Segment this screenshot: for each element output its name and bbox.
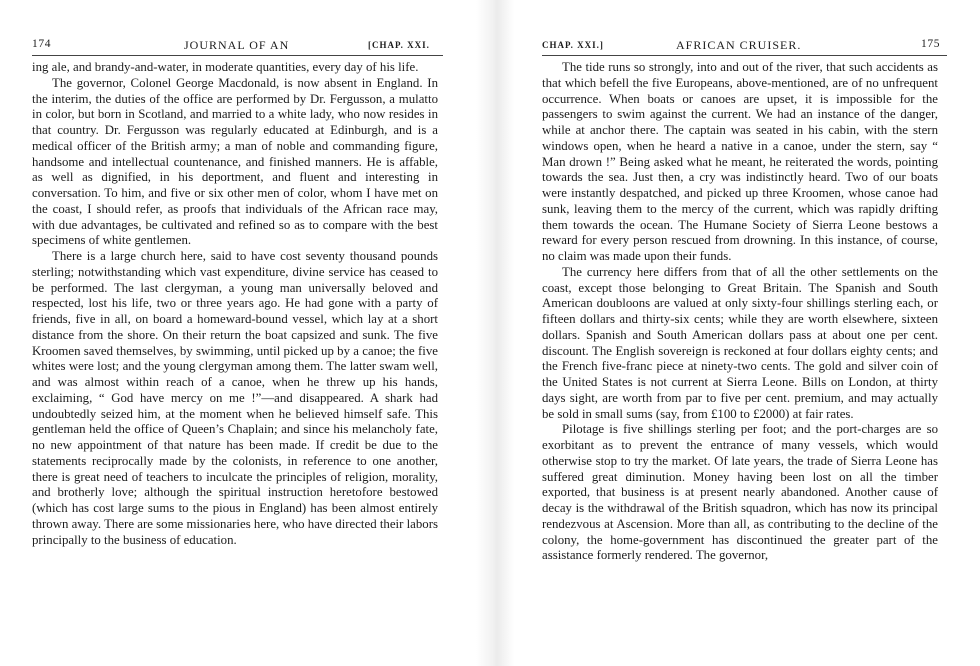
left-running-title: JOURNAL OF AN — [184, 38, 290, 52]
right-chapter-ref: CHAP. XXI.] — [542, 40, 604, 50]
left-paragraph-2: The governor, Colonel George Macdonald, is now absent in England. In the interim, the duties of the office are performed by Dr. Fergusson, a mulatto in color, but born in Scotland, and married to a white lady, who now resides in that country. Dr. Fergusson was regularly educated at Edinburgh, and is a medical officer of the British army; a man of noble and commanding figure, handsome and intellectual countenance, and finished manners. He is affable, as well as dignified, in his deportment, and fluent and interesting in conversation. To him, and five or six other men of color, whom I have met on the coast, I should refer, as proofs that individuals of the African race may, with due advantages, be cultivated and refined so as to compare with the best specimens of white gentlemen. — [32, 75, 438, 248]
right-page-number: 175 — [921, 38, 941, 50]
left-paragraph-1: ing ale, and brandy-and-water, in moderate quantities, every day of his life. — [32, 60, 419, 74]
left-header-rule — [32, 55, 443, 56]
left-body-text — [32, 60, 438, 548]
right-paragraph-2: The currency here differs from that of all the other settlements on the coast, except those belonging to Great Britain. The Spanish and South American doubloons are valued at only sixty-four shillings sterling each, or fifteen dollars and thirty-six cents; while they are worth elsewhere, sixteen dollars. Spanish and South American dollars pass at about one per cent. discount. The English sovereign is reckoned at four dollars eighty cents; and the French five-franc piece at ninety-two cents. The gold and silver coin of the United States is not current at Sierra Leone. Bills on London, at thirty days sight, are worth from par to five per cent. premium, and may actually be sold in small sums (say, from £100 to £2000) at fair rates. — [542, 264, 938, 421]
right-running-head — [542, 30, 980, 52]
left-chapter-ref: [CHAP. XXI. — [368, 40, 430, 50]
right-header-rule — [542, 55, 947, 56]
left-paragraph-3: There is a large church here, said to have cost seventy thousand pounds sterling; notwithstanding which vast expenditure, divine service has ceased to be performed. The last clergyman, a young man universally beloved and respected, lost his life, two or three years ago. He had gone with a party of friends, five in all, on board a homeward-bound vessel, which lay at a short distance from the shore. On their return the boat capsized and sunk. The five Kroomen saved themselves, by swimming, until picked up by a canoe; the five whites were lost; and the young clergyman among them. The latter swam well, and was almost within reach of a canoe, when he threw up his hands, exclaiming, “ God have mercy on me !”—and disappeared. A shark had undoubtedly seized him, at the moment when he believed himself safe. This gentleman held the office of Queen’s Chaplain; and since his melancholy fate, no new appointment of that nature has been made. If credit be due to the statements reciprocally made by the colonists, in reference to one another, there is great need of teachers to inculcate the principles of religion, morality, and brotherly love; although the spiritual instruction heretofore bestowed (which has cost large sums to the pious in England) has been almost entirely thrown away. There are some missionaries here, who have directed their labors principally to the business of education. — [32, 249, 438, 547]
left-page-number: 174 — [32, 38, 52, 50]
right-page — [490, 0, 980, 666]
left-running-head — [32, 30, 490, 52]
right-paragraph-1: The tide runs so strongly, into and out of the river, that such accidents as that which befell the five Europeans, above-mentioned, are of no unfrequent occurrence. When boats or canoes are upset, it is impossible for the passengers to swim against the current. We had an instance of the danger, while at anchor there. The captain was seated in his cabin, with the stern windows open, when he heard a native in a canoe, under the stern, say “ Man drown !” Being asked what he meant, he reiterated the words, pointing towards the sea. Just then, a cry was indistinctly heard. Two of our boats were instantly despatched, and picked up three Kroomen, whose canoe had sunk, leaving them to the mercy of the current, which was rapidly drifting them towards the ocean. The Humane Society of Sierra Leone bestows a reward for every person rescued from drowning. In this instance, of course, no claim was made upon their funds. — [542, 60, 938, 263]
right-paragraph-3: Pilotage is five shillings sterling per foot; and the port-charges are so exorbitant as to prevent the entrance of many vessels, which would otherwise stop to try the market. Of late years, the trade of Sierra Leone has suffered great diminution. Money having been lost on all the timber exported, that business is at present nearly abandoned. Another cause of decay is the withdrawal of the British squadron, which has now its principal rendezvous at Ascension. More than all, as contributing to the decline of the colony, the home-government has discontinued the greater part of the assistance formerly rendered. The governor, — [542, 422, 938, 563]
right-running-title: AFRICAN CRUISER. — [676, 38, 802, 52]
right-body-text — [542, 60, 938, 564]
